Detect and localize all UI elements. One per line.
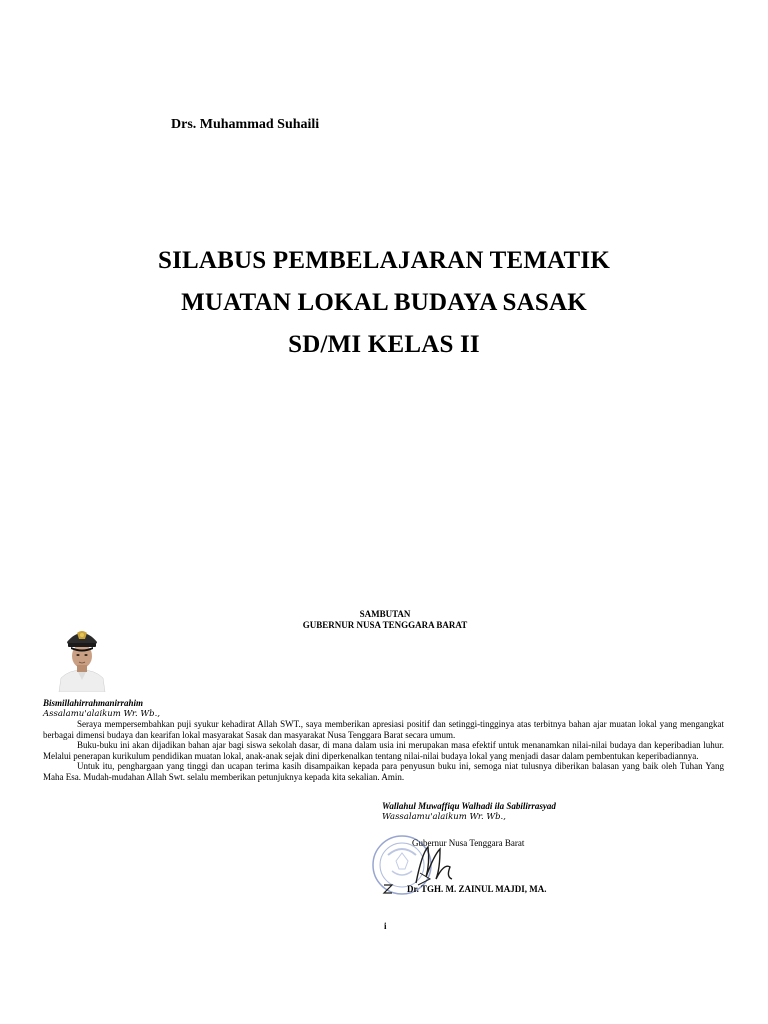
paragraph-2: Buku-buku ini akan dijadikan bahan ajar bagi siswa sekolah dasar, di mana dalam usia ini merupakan masa efektif untuk menanamkan nilai-nilai budaya dan keperibadian luhur. Melalui penerapan kurikulum pendidikan muatan lokal, anak-anak sejak dini diperkenalkan tentang nilai-nilai budaya lokal yang menjadi dasar dalam pembentukan keperibadiannya. <box>43 740 724 761</box>
closing-prayer: Wallahul Muwaffiqu Walhadi ila Sabilirrasyad <box>382 801 556 811</box>
paragraph-3: Untuk itu, penghargaan yang tinggi dan ucapan terima kasih disampaikan kepada para penyusun buku ini, semoga niat tulusnya diberikan balasan yang baik oleh Tuhan Yang Maha Esa. Mudah-mudahan Allah Swt. selalu memberikan petunjuknya kepada kita sekalian. Amin. <box>43 761 724 782</box>
sambutan-subheading: GUBERNUR NUSA TENGGARA BARAT <box>302 620 468 630</box>
governor-name: Dr. TGH. M. ZAINUL MAJDI, MA. <box>407 884 547 894</box>
sambutan-heading: SAMBUTAN <box>359 609 411 619</box>
closing-block <box>382 801 556 823</box>
document-title <box>0 240 768 366</box>
author-name: Drs. Muhammad Suhaili <box>171 117 320 132</box>
title-line-3: SD/MI KELAS II <box>288 331 480 358</box>
title-line-2: MUATAN LOKAL BUDAYA SASAK <box>181 289 587 316</box>
sambutan-heading-block <box>0 609 768 631</box>
paragraph-1: Seraya mempersembahkan puji syukur kehadirat Allah SWT., saya memberikan apresiasi positif dan setinggi-tingginya atas terbitnya bahan ajar muatan lokal yang mengangkat berbagai dimensi budaya dan kearifan lokal masyarakat Sasak dan masyarakat Nusa Tenggara Barat secara umum. <box>43 719 724 740</box>
bismillah-line: Bismillahirrahmanirrahim <box>43 698 144 708</box>
governor-photo <box>57 620 107 692</box>
page-number: i <box>384 921 387 931</box>
sambutan-body <box>43 698 724 782</box>
salam-opening: Assalamu'alaikum Wr. Wb., <box>43 708 161 719</box>
salam-closing: Wassalamu'alaikum Wr. Wb., <box>382 812 506 822</box>
governor-title: Gubernur Nusa Tenggara Barat <box>412 838 525 848</box>
governor-portrait-image <box>57 620 107 692</box>
title-line-1: SILABUS PEMBELAJARAN TEMATIK <box>158 247 610 274</box>
